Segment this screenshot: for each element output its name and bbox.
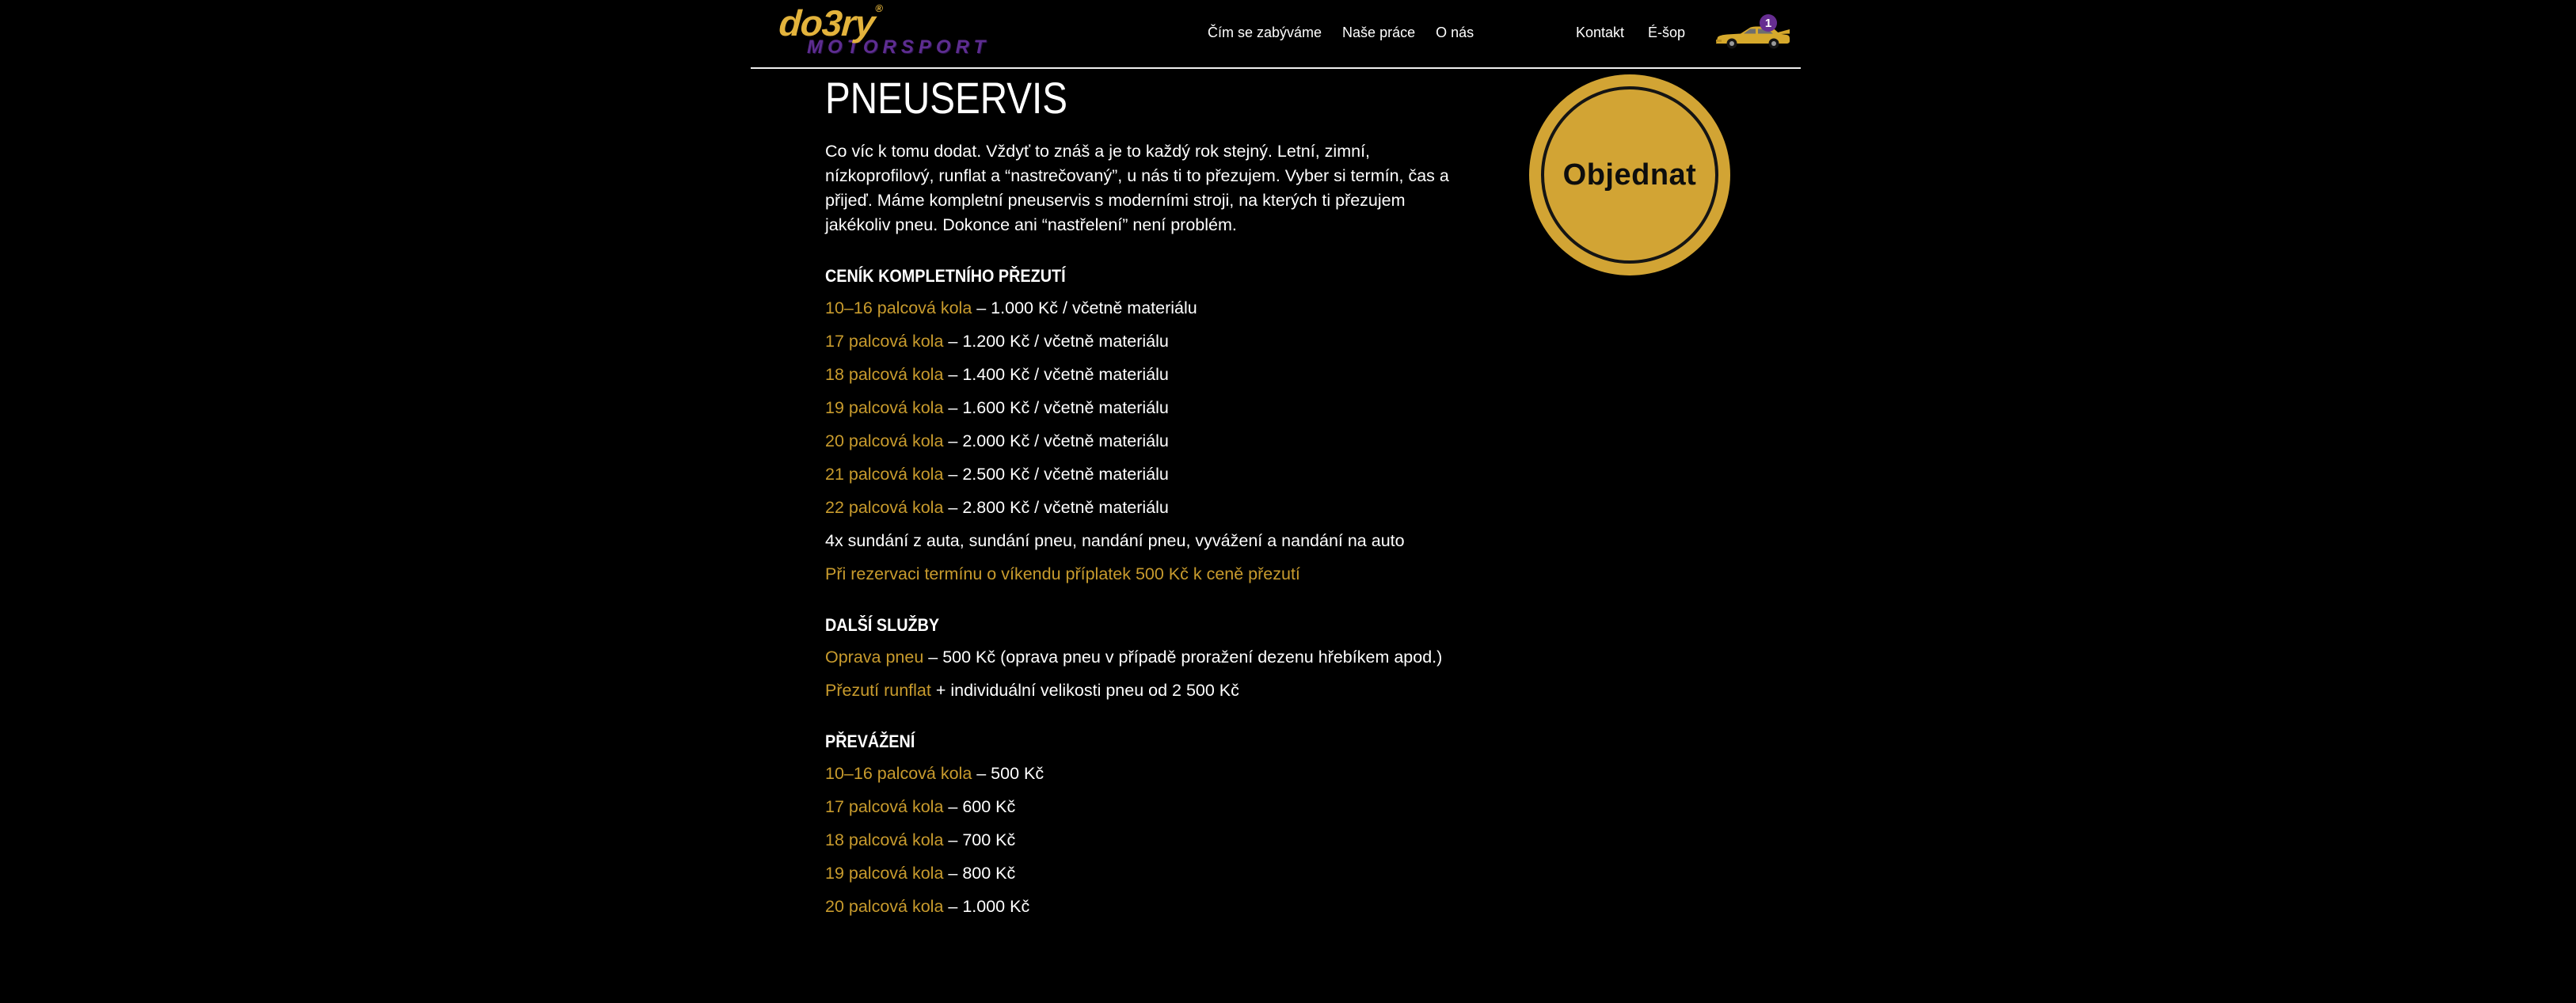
price-text: – 800 Kč bbox=[943, 864, 1016, 883]
order-button[interactable] bbox=[1529, 74, 1730, 275]
price-text: – 500 Kč bbox=[972, 764, 1044, 783]
wheel-size-link[interactable]: 17 palcová kola bbox=[825, 797, 944, 816]
wheel-size-link[interactable]: 20 palcová kola bbox=[825, 431, 944, 450]
logo-brand-text: do3ry® bbox=[778, 2, 883, 44]
section-heading-dalsi-sluzby: DALŠÍ SLUŽBY bbox=[825, 615, 940, 635]
price-item bbox=[825, 396, 1459, 420]
content-column bbox=[825, 73, 1459, 928]
site-header bbox=[751, 0, 1801, 69]
price-item-description bbox=[825, 529, 1459, 553]
service-description-text: 4x sundání z auta, sundání pneu, nandání pneu, vyvážení a nandání na auto bbox=[825, 531, 1405, 550]
note-text: Při rezervaci termínu o víkendu příplatek 500 Kč k ceně přezutí bbox=[825, 564, 1300, 583]
order-button-label: Objednat bbox=[1562, 158, 1697, 192]
price-text: – 1.000 Kč bbox=[943, 897, 1030, 916]
wheel-size-link[interactable]: 18 palcová kola bbox=[825, 365, 944, 384]
price-text: – 1.400 Kč / včetně materiálu bbox=[943, 365, 1169, 384]
price-item bbox=[825, 329, 1459, 354]
price-text: – 2.500 Kč / včetně materiálu bbox=[943, 465, 1169, 484]
wheel-size-link[interactable]: 17 palcová kola bbox=[825, 332, 944, 351]
wheel-size-link[interactable]: 22 palcová kola bbox=[825, 498, 944, 517]
price-item bbox=[825, 429, 1459, 454]
weekend-surcharge-note bbox=[825, 562, 1459, 587]
wheel-size-link[interactable]: 10–16 palcová kola bbox=[825, 298, 972, 317]
price-text: – 500 Kč (oprava pneu v případě proražení dezenu hřebíkem apod.) bbox=[923, 648, 1443, 667]
price-item bbox=[825, 795, 1459, 819]
price-item bbox=[825, 861, 1459, 886]
price-text: – 1.000 Kč / včetně materiálu bbox=[972, 298, 1197, 317]
price-text: – 1.600 Kč / včetně materiálu bbox=[943, 398, 1169, 417]
cart-count-badge: 1 bbox=[1760, 14, 1777, 32]
price-item bbox=[825, 645, 1459, 670]
main-nav bbox=[1208, 0, 1474, 65]
price-item bbox=[825, 895, 1459, 919]
wheel-size-link[interactable]: 19 palcová kola bbox=[825, 398, 944, 417]
price-item bbox=[825, 828, 1459, 853]
intro-paragraph: Co víc k tomu dodat. Vždyť to znáš a je to každý rok stejný. Letní, zimní, nízkoprofilový, runflat a “nastrečovaný”, u nás ti to přezujem. Vyber si termín, čas a přijeď. Máme kompletní pneuservis s moderními stroji, na kterých ti přezujem jakékoliv pneu. Dokonce ani “nastřelení” není problém. bbox=[825, 142, 1449, 234]
registered-trademark-icon: ® bbox=[874, 2, 883, 14]
nav-item-eshop[interactable]: É-šop bbox=[1648, 24, 1686, 40]
price-item bbox=[825, 363, 1459, 387]
wheel-size-link[interactable]: 18 palcová kola bbox=[825, 830, 944, 849]
cart-button[interactable] bbox=[1714, 16, 1790, 49]
nav-item-nase-prace[interactable]: Naše práce bbox=[1342, 24, 1416, 40]
price-item bbox=[825, 496, 1459, 520]
car-cart-icon bbox=[1714, 25, 1790, 49]
logo-motorsport-text: MOTORSPORT bbox=[807, 36, 991, 58]
secondary-nav bbox=[1576, 0, 1685, 65]
logo-link[interactable] bbox=[779, 3, 990, 57]
nav-item-kontakt[interactable]: Kontakt bbox=[1576, 24, 1625, 40]
section-heading-prevazeni: PŘEVÁŽENÍ bbox=[825, 731, 915, 751]
price-item bbox=[825, 762, 1459, 786]
price-text: – 600 Kč bbox=[943, 797, 1016, 816]
price-text: – 2.000 Kč / včetně materiálu bbox=[943, 431, 1169, 450]
nav-item-cim-se-zabyvame[interactable]: Čím se zabýváme bbox=[1208, 24, 1322, 40]
price-item bbox=[825, 462, 1459, 487]
section-heading-cenik: CENÍK KOMPLETNÍHO PŘEZUTÍ bbox=[825, 266, 1066, 286]
price-item bbox=[825, 296, 1459, 321]
wheel-size-link[interactable]: 20 palcová kola bbox=[825, 897, 944, 916]
price-text: – 700 Kč bbox=[943, 830, 1016, 849]
service-link[interactable]: Přezutí runflat bbox=[825, 681, 931, 700]
price-text: – 1.200 Kč / včetně materiálu bbox=[943, 332, 1169, 351]
price-text: – 2.800 Kč / včetně materiálu bbox=[943, 498, 1169, 517]
wheel-size-link[interactable]: 21 palcová kola bbox=[825, 465, 944, 484]
price-item bbox=[825, 678, 1459, 703]
wheel-size-link[interactable]: 10–16 palcová kola bbox=[825, 764, 972, 783]
page-container bbox=[751, 0, 1801, 1003]
nav-item-o-nas[interactable]: O nás bbox=[1436, 24, 1474, 40]
page-title: PNEUSERVIS bbox=[825, 73, 1067, 123]
wheel-size-link[interactable]: 19 palcová kola bbox=[825, 864, 944, 883]
service-link[interactable]: Oprava pneu bbox=[825, 648, 924, 667]
price-text: + individuální velikosti pneu od 2 500 Kč bbox=[930, 681, 1239, 700]
